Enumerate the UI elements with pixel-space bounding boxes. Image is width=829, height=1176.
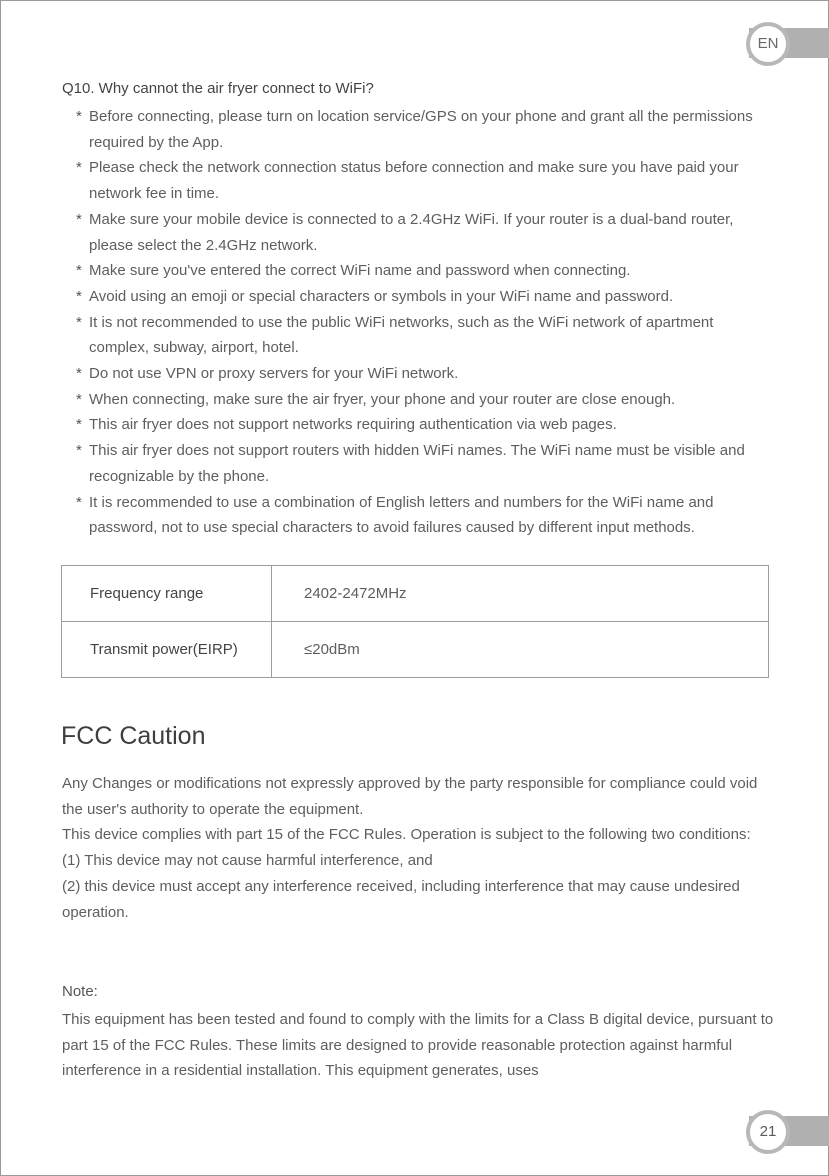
fcc-paragraph: This device complies with part 15 of the FCC Rules. Operation is subject to the following two conditions: bbox=[62, 826, 751, 844]
language-badge: EN bbox=[746, 22, 790, 66]
list-item-text: This air fryer does not support networks requiring authentication via web pages. bbox=[89, 416, 617, 434]
list-item-text: Do not use VPN or proxy servers for your WiFi network. bbox=[89, 365, 459, 383]
list-item-text: Avoid using an emoji or special characters or symbols in your WiFi name and password. bbox=[89, 287, 674, 305]
bullet-marker: * bbox=[76, 442, 82, 460]
fcc-paragraph: (2) this device must accept any interference received, including interference that may cause undesired operation. bbox=[62, 877, 740, 921]
list-item bbox=[76, 310, 776, 361]
bullet-marker: * bbox=[76, 416, 82, 434]
bullet-marker: * bbox=[76, 262, 82, 280]
list-item bbox=[76, 207, 776, 258]
list-item-text: Please check the network connection status before connection and make sure you have paid your network fee in time. bbox=[89, 159, 739, 203]
list-item-text: Make sure your mobile device is connected to a 2.4GHz WiFi. If your router is a dual-band router, please select the 2.4GHz network. bbox=[89, 210, 734, 254]
list-item-text: Make sure you've entered the correct WiFi name and password when connecting. bbox=[89, 262, 631, 280]
list-item-text: Before connecting, please turn on location service/GPS on your phone and grant all the permissions required by the App. bbox=[89, 108, 753, 151]
list-item bbox=[76, 361, 776, 387]
fcc-caution-heading: FCC Caution bbox=[61, 722, 206, 750]
spec-label-frequency: Frequency range bbox=[62, 566, 272, 622]
faq-question-title: Q10. Why cannot the air fryer connect to WiFi? bbox=[62, 80, 374, 97]
list-item-text: This air fryer does not support routers with hidden WiFi names. The WiFi name must be visible and recognizable by the phone. bbox=[89, 442, 745, 485]
list-item bbox=[76, 412, 776, 438]
bullet-marker: * bbox=[76, 210, 82, 228]
spec-value-frequency: 2402-2472MHz bbox=[272, 566, 769, 622]
note-text: This equipment has been tested and found to comply with the limits for a Class B digital device, pursuant to part 15 of the FCC Rules. These limits are designed to provide reasonable protection against harmful interference in a residential installation. This equipment generates, uses bbox=[62, 1011, 774, 1080]
page-number-badge: 21 bbox=[746, 1110, 790, 1154]
bullet-marker: * bbox=[76, 365, 82, 383]
bullet-marker: * bbox=[76, 390, 82, 408]
bullet-marker: * bbox=[76, 313, 82, 331]
table-row bbox=[62, 566, 769, 622]
fcc-paragraph: Any Changes or modifications not expressly approved by the party responsible for compliance could void the user's authority to operate the equipment. bbox=[62, 775, 758, 818]
bullet-marker: * bbox=[76, 159, 82, 177]
fcc-paragraph: (1) This device may not cause harmful interference, and bbox=[62, 852, 433, 870]
table-row bbox=[62, 622, 769, 678]
bullet-marker: * bbox=[76, 287, 82, 305]
list-item bbox=[76, 284, 776, 310]
list-item bbox=[76, 387, 776, 413]
list-item bbox=[76, 490, 776, 541]
bullet-marker: * bbox=[76, 108, 82, 125]
list-item bbox=[76, 104, 776, 155]
list-item-text: When connecting, make sure the air fryer, your phone and your router are close enough. bbox=[89, 390, 676, 408]
spec-value-transmit-power: ≤20dBm bbox=[272, 622, 769, 678]
list-item-text: It is recommended to use a combination of English letters and numbers for the WiFi name and password, not to use special characters to avoid failures caused by different input methods. bbox=[89, 493, 714, 537]
spec-table bbox=[61, 565, 769, 678]
bullet-marker: * bbox=[76, 493, 82, 511]
spec-label-transmit-power: Transmit power(EIRP) bbox=[62, 622, 272, 678]
list-item bbox=[76, 438, 776, 489]
list-item bbox=[76, 258, 776, 284]
list-item bbox=[76, 155, 776, 206]
list-item-text: It is not recommended to use the public WiFi networks, such as the WiFi network of apartment complex, subway, airport, hotel. bbox=[89, 313, 714, 357]
faq-answer-list bbox=[76, 104, 776, 541]
note-label: Note: bbox=[62, 983, 98, 1000]
fcc-caution-body bbox=[62, 771, 772, 925]
